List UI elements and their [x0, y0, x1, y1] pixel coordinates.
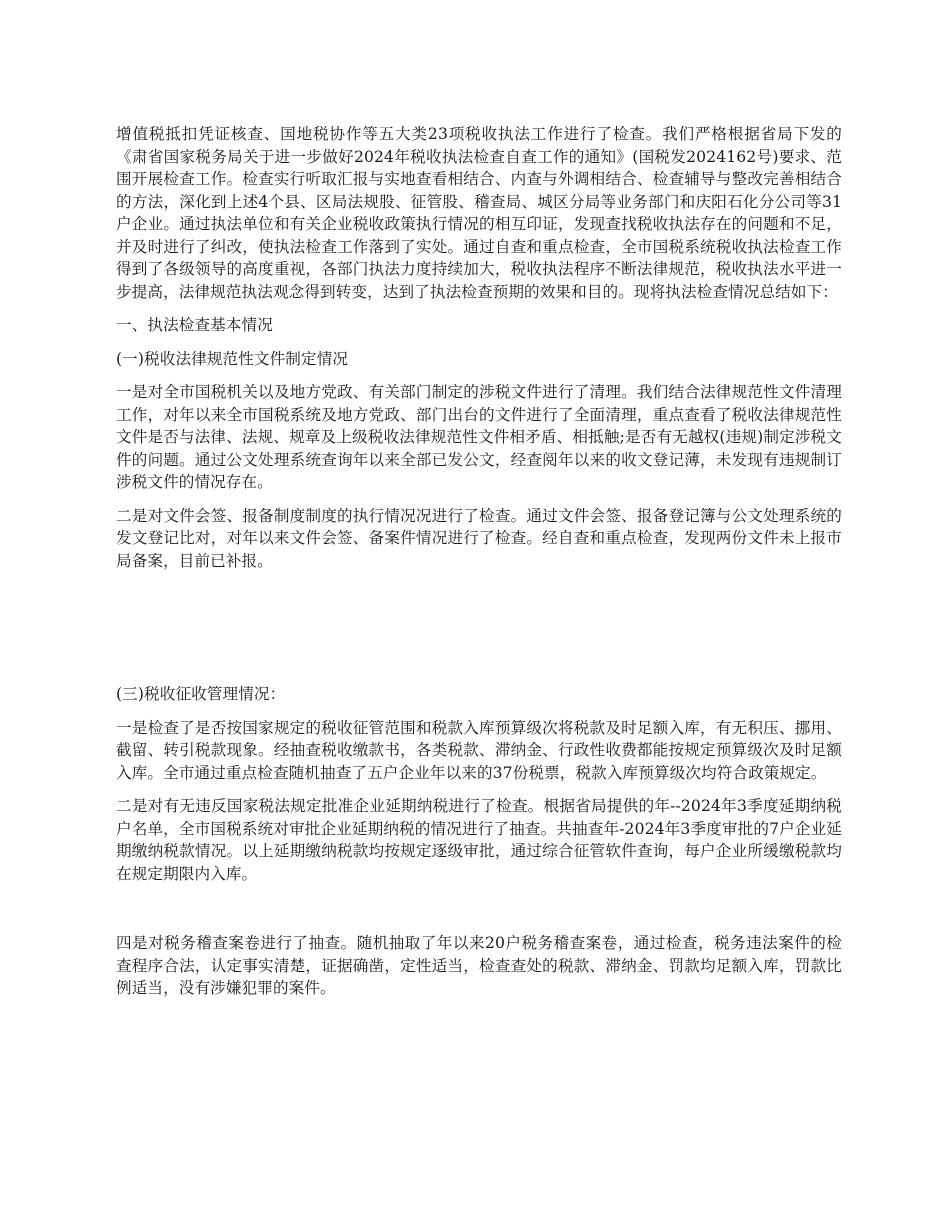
paragraph-deferred-payment-check: 二是对有无违反国家税法规定批准企业延期纳税进行了检查。根据省局提供的年--2024年3季度延期纳税户名单，全市国税系统对审批企业延期纳税的情况进行了抽查。共抽查年-2024年3季度审批的7户企业延期缴纳税款情况。以上延期缴纳税款均按规定逐级审批，通过综合征管软件查询，每户企业所缓缴税款均在规定期限内入库。 — [116, 797, 842, 883]
paragraph-document-cleanup: 一是对全市国税机关以及地方党政、有关部门制定的涉税文件进行了清理。我们结合法律规范性文件清理工作，对年以来全市国税系统及地方党政、部门出台的文件进行了全面清理，重点查看了税收法律规范性文件是否与法律、法规、规章及上级税收法律规范性文件相矛盾、相抵触;是否有无越权(违规)制定涉税文件的问题。通过公文处理系统查询年以来全部已发公文，经查阅年以来的收文登记薄，未发现有违规制订涉税文件的情况存在。 — [116, 383, 842, 491]
document-body — [116, 123, 842, 1011]
subsection-heading-normative-documents: (一)税收法律规范性文件制定情况 — [116, 349, 349, 368]
subsection-heading-tax-collection: (三)税收征收管理情况： — [116, 685, 286, 703]
intro-paragraph: 增值税抵扣凭证核查、国地税协作等五大类23项税收执法工作进行了检查。我们严格根据省局下发的《肃省国家税务局关于进一步做好2024年税收执法检查自查工作的通知》(国税发2024162号)要求、范围开展检查工作。检查实行听取汇报与实地查看相结合、内查与外调相结合、检查辅导与整改完善相结合的方法，深化到上述4个县、区局法规股、征管股、稽查局、城区分局等业务部门和庆阳石化分公司等31户企业。通过执法单位和有关企业税收政策执行情况的相互印证，发现查找税收执法存在的问题和不足，并及时进行了纠改，使执法检查工作落到了实处。通过自查和重点检查，全市国税系统税收执法检查工作得到了各级领导的高度重视，各部门执法力度持续加大，税收执法程序不断法律规范，税收执法水平进一步提高，法律规范执法观念得到转变，达到了执法检查预期的效果和目的。现将执法检查情况总结如下： — [116, 125, 842, 301]
paragraph-tax-deposit-check: 一是检查了是否按国家规定的税收征管范围和税款入库预算级次将税款及时足额入库，有无积压、挪用、截留、转引税款现象。经抽查税收缴款书，各类税款、滞纳金、行政性收费都能按规定预算级次及时足额入库。全市通过重点检查随机抽查了五户企业年以来的37份税票，税款入库预算级次均符合政策规定。 — [116, 718, 842, 782]
blank-gap — [116, 896, 842, 932]
paragraph-audit-case-check: 四是对税务稽查案卷进行了抽查。随机抽取了年以来20户税务稽查案卷，通过检查，税务违法案件的检查程序合法，认定事实清楚，证据确凿，定性适当，检查查处的税款、滞纳金、罚款均足额入库，罚款比例适当，没有涉嫌犯罪的案件。 — [116, 934, 842, 997]
paragraph-document-filing: 二是对文件会签、报备制度制度的执行情况况进行了检查。通过文件会签、报备登记簿与公文处理系统的发文登记比对，对年以来文件会签、备案件情况进行了检查。经自查和重点检查，发现两份文件未上报市局备案，目前已补报。 — [116, 506, 842, 570]
section-heading-basic-situation: 一、执法检查基本情况 — [116, 316, 273, 334]
blank-gap — [116, 583, 842, 683]
